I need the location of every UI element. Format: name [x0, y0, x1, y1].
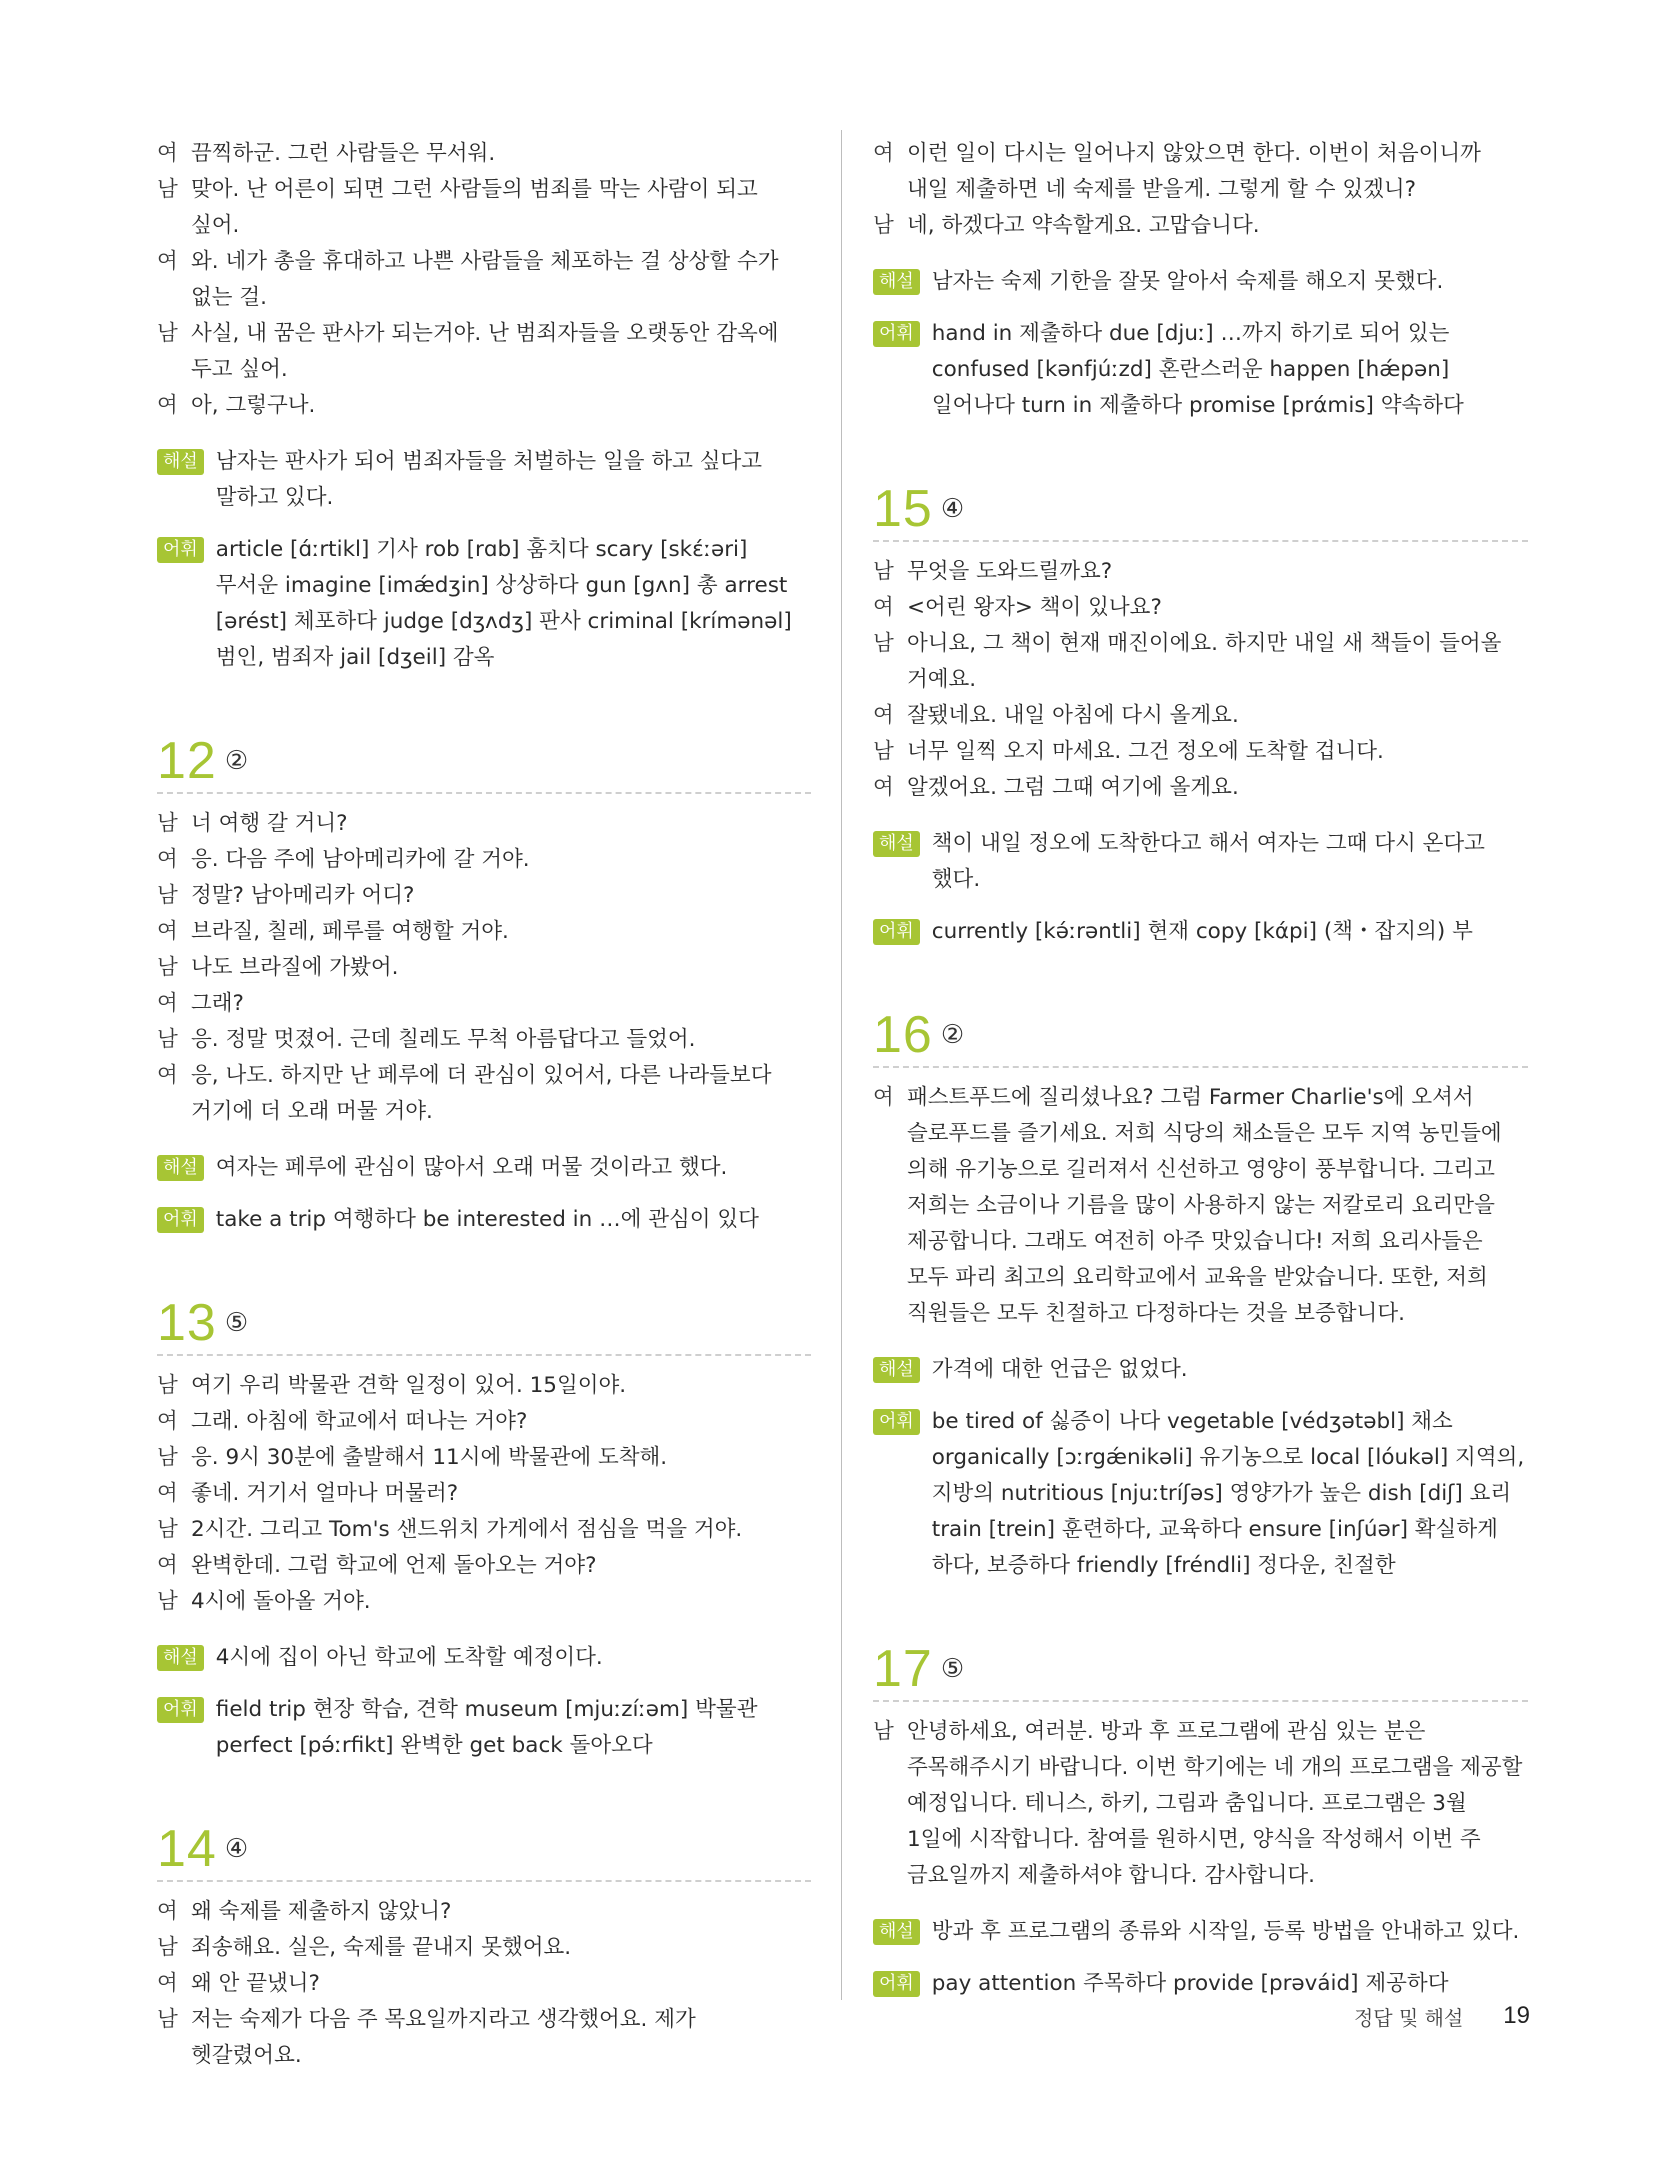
utterance: 여기 우리 박물관 견학 일정이 있어. 15일이야.: [191, 1373, 627, 1398]
utterance: 응. 9시 30분에 출발해서 11시에 박물관에 도착해.: [191, 1445, 668, 1470]
explanation-text: 4시에 집이 아닌 학교에 도착할 예정이다.: [215, 1645, 603, 1670]
explanation-note: [873, 1914, 1528, 1950]
vocabulary-tag: 어휘: [873, 321, 920, 347]
vocabulary-text: field trip 현장 학습, 견학 museum [mjuːzíːəm] 박물관 perfect [pə́ːrfikt] 완벽한 get back 돌아오다: [215, 1697, 758, 1758]
dialogue-line: [157, 1548, 811, 1584]
utterance: 너무 일찍 오지 마세요. 그건 정오에 도착할 겁니다.: [907, 739, 1384, 764]
vocabulary-note: [157, 1692, 811, 1764]
q16-monologue: [873, 1080, 1528, 1332]
dialogue-line: [157, 244, 811, 316]
speaker: 남: [157, 1935, 178, 1960]
utterance: 응, 나도. 하지만 난 페루에 더 관심이 있어서, 다른 나라들보다 거기에 더 오래 머물 거야.: [191, 1063, 772, 1124]
explanation-note: [873, 1352, 1528, 1388]
dialogue-line: [873, 734, 1528, 770]
speaker: 여: [873, 1085, 894, 1110]
right-column: [873, 136, 1528, 2002]
q12-dialogue: [157, 806, 811, 1130]
column-divider: [841, 130, 842, 2000]
speaker: 여: [873, 595, 894, 620]
speaker: 여: [157, 1063, 178, 1088]
utterance: 무엇을 도와드릴까요?: [907, 559, 1113, 584]
speaker: 남: [157, 177, 178, 202]
q17-monologue: [873, 1714, 1528, 1894]
utterance: 아니요, 그 책이 현재 매진이에요. 하지만 내일 새 책들이 들어올 거예요.: [907, 631, 1502, 692]
dialogue-line: [873, 590, 1528, 626]
utterance: 와. 네가 총을 휴대하고 나쁜 사람들을 체포하는 걸 상상할 수가 없는 걸.: [191, 249, 779, 310]
utterance: 완벽한데. 그럼 학교에 언제 돌아오는 거야?: [191, 1553, 597, 1578]
question-header-12: [157, 730, 811, 794]
speaker: 남: [157, 883, 178, 908]
dialogue-line: [157, 172, 811, 244]
q14-dialogue-continued: [873, 136, 1528, 244]
utterance: 응. 다음 주에 남아메리카에 갈 거야.: [191, 847, 530, 872]
dialogue-line: [157, 2002, 811, 2074]
speaker: 여: [157, 249, 178, 274]
question-header-14: [157, 1818, 811, 1882]
utterance: 끔찍하군. 그런 사람들은 무서워.: [191, 141, 496, 166]
utterance: 좋네. 거기서 얼마나 머물러?: [191, 1481, 459, 1506]
utterance: 잘됐네요. 내일 아침에 다시 올게요.: [907, 703, 1239, 728]
speaker: 여: [157, 919, 178, 944]
utterance: 왜 숙제를 제출하지 않았니?: [191, 1899, 452, 1924]
explanation-tag: 해설: [873, 1357, 920, 1383]
speaker: 여: [157, 1409, 178, 1434]
dialogue-line: [157, 1404, 811, 1440]
vocabulary-tag: 어휘: [873, 1971, 920, 1997]
speaker: 남: [157, 2007, 178, 2032]
explanation-tag: 해설: [157, 1155, 204, 1181]
dialogue-line: [157, 1440, 811, 1476]
utterance: 이런 일이 다시는 일어나지 않았으면 한다. 이번이 처음이니까 내일 제출하면 네 숙제를 받을게. 그렇게 할 수 있겠니?: [907, 141, 1481, 202]
vocabulary-text: take a trip 여행하다 be interested in …에 관심이 있다: [215, 1207, 759, 1232]
utterance: 그래?: [191, 991, 244, 1016]
dialogue-line: [157, 316, 811, 388]
speaker: 남: [157, 1445, 178, 1470]
speaker: 여: [873, 775, 894, 800]
speaker: 남: [873, 631, 894, 656]
utterance: 아, 그렇구나.: [191, 393, 316, 418]
speaker: 여: [157, 991, 178, 1016]
dialogue-line: [157, 136, 811, 172]
question-header-13: [157, 1292, 811, 1356]
left-column: [157, 136, 811, 2074]
q11-dialogue: [157, 136, 811, 424]
dialogue-line: [873, 1714, 1528, 1894]
dialogue-line: [157, 1476, 811, 1512]
explanation-tag: 해설: [873, 269, 920, 295]
speaker: 남: [873, 739, 894, 764]
question-number: 14: [157, 1820, 217, 1878]
vocabulary-text: hand in 제출하다 due [djuː] …까지 하기로 되어 있는 confused [kənfjúːzd] 혼란스러운 happen [hǽpən] 일어나다 turn in 제출하다 promise [prάmis] 약속하다: [931, 321, 1464, 418]
vocabulary-text: be tired of 싫증이 나다 vegetable [védʒətəbl] 채소 organically [ɔːrgǽnikəli] 유기농으로 local [lóukəl] 지역의, 지방의 nutritious [njuːtríʃəs] 영양가가 높은 dish [diʃ] 요리 train [trein] 훈련하다, 교육하다 ensure [inʃúər] 확실하게 하다, 보증하다 friendly [fréndli] 정다운, 친절한: [931, 1409, 1525, 1578]
speaker: 남: [157, 811, 178, 836]
explanation-note: [157, 1640, 811, 1676]
question-header-16: [873, 1004, 1528, 1068]
speaker: 여: [873, 703, 894, 728]
vocabulary-note: [873, 914, 1528, 950]
speaker: 남: [873, 1719, 894, 1744]
dialogue-line: [157, 1512, 811, 1548]
speaker: 여: [157, 1553, 178, 1578]
dialogue-line: [157, 1966, 811, 2002]
vocabulary-tag: 어휘: [157, 1697, 204, 1723]
vocabulary-note: [873, 1404, 1528, 1584]
question-header-17: [873, 1638, 1528, 1702]
speaker: 여: [157, 141, 178, 166]
speaker: 남: [157, 1373, 178, 1398]
dialogue-line: [873, 136, 1528, 208]
question-header-15: [873, 478, 1528, 542]
page-footer: [1320, 1996, 1530, 2036]
speaker: 여: [157, 847, 178, 872]
explanation-tag: 해설: [157, 1645, 204, 1671]
speaker: 여: [157, 393, 178, 418]
utterance: 너 여행 갈 거니?: [191, 811, 348, 836]
vocabulary-note: [157, 532, 811, 676]
explanation-text: 가격에 대한 언급은 없었다.: [931, 1357, 1188, 1382]
utterance: 정말? 남아메리카 어디?: [191, 883, 415, 908]
utterance: 나도 브라질에 가봤어.: [191, 955, 399, 980]
speaker: 남: [157, 1589, 178, 1614]
dialogue-line: [873, 770, 1528, 806]
dialogue-line: [157, 1368, 811, 1404]
speaker: 남: [873, 559, 894, 584]
dialogue-line: [157, 842, 811, 878]
speaker: 남: [157, 1517, 178, 1542]
utterance: 맞아. 난 어른이 되면 그런 사람들의 범죄를 막는 사람이 되고 싶어.: [191, 177, 758, 238]
dialogue-line: [157, 1022, 811, 1058]
utterance: 그래. 아침에 학교에서 떠나는 거야?: [191, 1409, 528, 1434]
dialogue-line: [157, 1584, 811, 1620]
speaker: 남: [157, 955, 178, 980]
utterance: 사실, 내 꿈은 판사가 되는거야. 난 범죄자들을 오랫동안 감옥에 두고 싶어.: [191, 321, 779, 382]
dialogue-line: [873, 1080, 1528, 1332]
dialogue-line: [157, 1894, 811, 1930]
vocabulary-text: article [ɑ́ːrtikl] 기사 rob [rɑb] 훔치다 scary [skɛ́ːəri] 무서운 imagine [imǽdʒin] 상상하다 gun [gʌn] 총 arrest [ərést] 체포하다 judge [dʒʌdʒ] 판사 criminal [krímənəl] 범인, 범죄자 jail [dʒeil] 감옥: [215, 537, 792, 670]
utterance: 알겠어요. 그럼 그때 여기에 올게요.: [907, 775, 1239, 800]
dialogue-line: [873, 554, 1528, 590]
utterance: 죄송해요. 실은, 숙제를 끝내지 못했어요.: [191, 1935, 572, 1960]
dialogue-line: [873, 208, 1528, 244]
utterance: 네, 하겠다고 약속할게요. 고맙습니다.: [907, 213, 1260, 238]
answer-mark: ④: [224, 1834, 249, 1864]
explanation-tag: 해설: [873, 1919, 920, 1945]
speaker: 여: [157, 1481, 178, 1506]
vocabulary-tag: 어휘: [157, 537, 204, 563]
explanation-note: [873, 264, 1528, 300]
speaker: 남: [157, 1027, 178, 1052]
explanation-text: 방과 후 프로그램의 종류와 시작일, 등록 방법을 안내하고 있다.: [931, 1919, 1520, 1944]
utterance: 4시에 돌아올 거야.: [191, 1589, 371, 1614]
answer-mark: ⑤: [224, 1308, 249, 1338]
question-number: 17: [873, 1640, 933, 1698]
dialogue-line: [157, 878, 811, 914]
vocabulary-tag: 어휘: [157, 1207, 204, 1233]
explanation-note: [157, 1150, 811, 1186]
answer-mark: ②: [940, 1020, 965, 1050]
vocabulary-note: [873, 316, 1528, 424]
dialogue-line: [157, 1930, 811, 1966]
speaker: 남: [157, 321, 178, 346]
explanation-note: [157, 444, 811, 516]
vocabulary-tag: 어휘: [873, 1409, 920, 1435]
dialogue-line: [157, 986, 811, 1022]
q13-dialogue: [157, 1368, 811, 1620]
speaker: 여: [873, 141, 894, 166]
dialogue-line: [873, 626, 1528, 698]
question-number: 12: [157, 732, 217, 790]
dialogue-line: [157, 950, 811, 986]
utterance: 응. 정말 멋졌어. 근데 칠레도 무척 아름답다고 들었어.: [191, 1027, 696, 1052]
explanation-text: 남자는 숙제 기한을 잘못 알아서 숙제를 해오지 못했다.: [931, 269, 1444, 294]
answer-mark: ④: [940, 494, 965, 524]
explanation-tag: 해설: [873, 831, 920, 857]
utterance: 패스트푸드에 질리셨나요? 그럼 Farmer Charlie's에 오셔서 슬로푸드를 즐기세요. 저희 식당의 채소들은 모두 지역 농민들에 의해 유기농으로 길러져서 신선하고 영양이 풍부합니다. 그리고 저희는 소금이나 기름을 많이 사용하지 않는 저칼로리 요리만을 제공합니다. 그래도 여전히 아주 맛있습니다! 저희 요리사들은 모두 파리 최고의 요리학교에서 교육을 받았습니다. 또한, 저희 직원들은 모두 친절하고 다정하다는 것을 보증합니다.: [907, 1085, 1502, 1326]
q14-dialogue: [157, 1894, 811, 2074]
explanation-text: 책이 내일 정오에 도착한다고 해서 여자는 그때 다시 온다고 했다.: [931, 831, 1485, 892]
utterance: 2시간. 그리고 Tom's 샌드위치 가게에서 점심을 먹을 거야.: [191, 1517, 743, 1542]
dialogue-line: [873, 698, 1528, 734]
answer-mark: ②: [224, 746, 249, 776]
dialogue-line: [157, 806, 811, 842]
utterance: 저는 숙제가 다음 주 목요일까지라고 생각했어요. 제가 헷갈렸어요.: [191, 2007, 696, 2068]
page-number: 19: [1503, 2002, 1530, 2029]
explanation-note: [873, 826, 1528, 898]
section-label: 정답 및 해설: [1353, 2005, 1464, 2030]
answer-mark: ⑤: [940, 1654, 965, 1684]
q15-dialogue: [873, 554, 1528, 806]
speaker: 여: [157, 1899, 178, 1924]
explanation-tag: 해설: [157, 449, 204, 475]
explanation-text: 여자는 페루에 관심이 많아서 오래 머물 것이라고 했다.: [215, 1155, 728, 1180]
vocabulary-text: currently [kə́ːrəntli] 현재 copy [kάpi] (책・잡지의) 부: [931, 919, 1473, 944]
dialogue-line: [157, 1058, 811, 1130]
utterance: 왜 안 끝냈니?: [191, 1971, 320, 1996]
vocabulary-note: [157, 1202, 811, 1238]
utterance: <어린 왕자> 책이 있나요?: [907, 595, 1162, 620]
vocabulary-tag: 어휘: [873, 919, 920, 945]
dialogue-line: [157, 914, 811, 950]
explanation-text: 남자는 판사가 되어 범죄자들을 처벌하는 일을 하고 싶다고 말하고 있다.: [215, 449, 763, 510]
question-number: 13: [157, 1294, 217, 1352]
question-number: 15: [873, 480, 933, 538]
speaker: 남: [873, 213, 894, 238]
vocabulary-text: pay attention 주목하다 provide [prəváid] 제공하다: [931, 1971, 1449, 1996]
dialogue-line: [157, 388, 811, 424]
speaker: 여: [157, 1971, 178, 1996]
question-number: 16: [873, 1006, 933, 1064]
utterance: 안녕하세요, 여러분. 방과 후 프로그램에 관심 있는 분은 주목해주시기 바랍니다. 이번 학기에는 네 개의 프로그램을 제공할 예정입니다. 테니스, 하키, 그림과 춤입니다. 프로그램은 3월 1일에 시작합니다. 참여를 원하시면, 양식을 작성해서 이번 주 금요일까지 제출하셔야 합니다. 감사합니다.: [907, 1719, 1523, 1888]
utterance: 브라질, 칠레, 페루를 여행할 거야.: [191, 919, 509, 944]
